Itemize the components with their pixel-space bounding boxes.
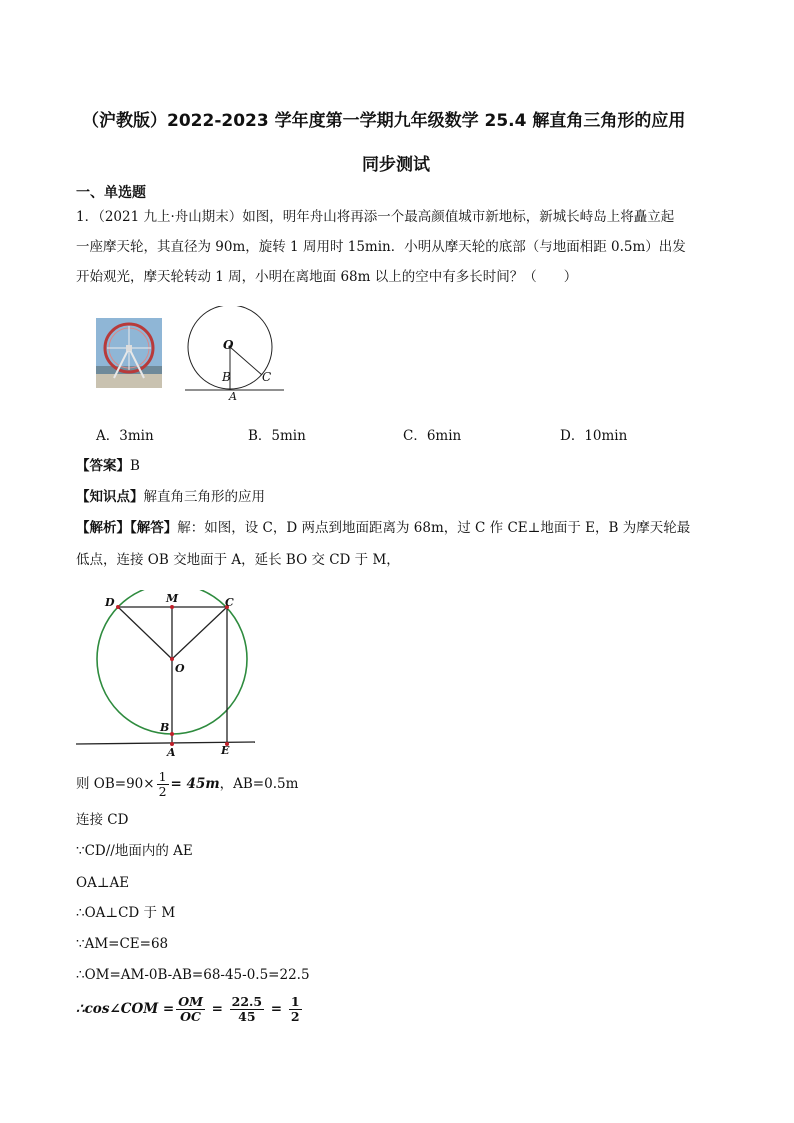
step-3: ∵CD//地面内的 AE bbox=[76, 843, 193, 859]
step-6: ∵AM=CE=68 bbox=[76, 936, 169, 952]
page-title: （沪教版）2022-2023 学年度第一学期九年级数学 25.4 解直角三角形的应用 bbox=[82, 111, 686, 131]
fig2-label-b: B bbox=[160, 721, 170, 734]
fig2-label-d: D bbox=[105, 596, 115, 609]
option-b[interactable]: B．5min bbox=[248, 428, 306, 444]
step-5: ∴OA⊥CD 于 M bbox=[76, 905, 176, 921]
fig2-label-a: A bbox=[167, 746, 176, 759]
fig2-label-o: O bbox=[175, 662, 185, 675]
page-title-line2: 同步测试 bbox=[362, 155, 430, 175]
step-1: 则 OB=90× $\frac{1}{2}$ = 45m，AB=0.5m bbox=[76, 769, 299, 799]
solution-figure bbox=[70, 590, 265, 760]
knowledge-line: 【知识点】解直角三角形的应用 bbox=[76, 489, 265, 505]
fig1-label-c: C bbox=[262, 370, 272, 384]
fig2-label-c: C bbox=[225, 596, 234, 609]
step-8: ∴cos∠COM = $\frac{OM}{OC}$ = $\frac{22.5}{45}$ = $\frac{1}{2}$ bbox=[76, 994, 300, 1024]
question-line-1: 1．（2021 九上·舟山期末）如图，明年舟山将再添一个最高颜值城市新地标，新城长峙岛上将矗立起 bbox=[76, 209, 675, 225]
fig2-label-m: M bbox=[166, 592, 179, 605]
answer-line: 【答案】B bbox=[76, 458, 140, 474]
analysis-line-2: 低点，连接 OB 交地面于 A，延长 BO 交 CD 于 M， bbox=[76, 552, 400, 568]
option-a[interactable]: A．3min bbox=[96, 428, 154, 444]
fig1-label-b: B bbox=[222, 370, 231, 384]
analysis-line-1: 【解析】【解答】解：如图，设 C，D 两点到地面距离为 68m，过 C 作 CE⊥地面于 E，B 为摩天轮最 bbox=[76, 520, 691, 536]
fig2-label-e: E bbox=[221, 744, 230, 757]
ferris-wheel-photo bbox=[96, 318, 162, 388]
step-7: ∴OM=AM-0B-AB=68-45-0.5=22.5 bbox=[76, 967, 310, 983]
option-d[interactable]: D．10min bbox=[560, 428, 628, 444]
section-heading: 一、单选题 bbox=[76, 185, 146, 201]
option-c[interactable]: C．6min bbox=[403, 428, 462, 444]
question-line-2: 一座摩天轮，其直径为 90m，旋转 1 周用时 15min．小明从摩天轮的底部（与地面相距 0.5m）出发 bbox=[76, 239, 686, 255]
step-2: 连接 CD bbox=[76, 812, 129, 828]
fig1-label-o: O bbox=[223, 338, 234, 352]
question-line-3: 开始观光，摩天轮转动 1 周，小明在离地面 68m 以上的空中有多长时间？（ ） bbox=[76, 269, 578, 285]
fig1-label-a: A bbox=[229, 390, 237, 403]
step-4: OA⊥AE bbox=[76, 875, 130, 891]
